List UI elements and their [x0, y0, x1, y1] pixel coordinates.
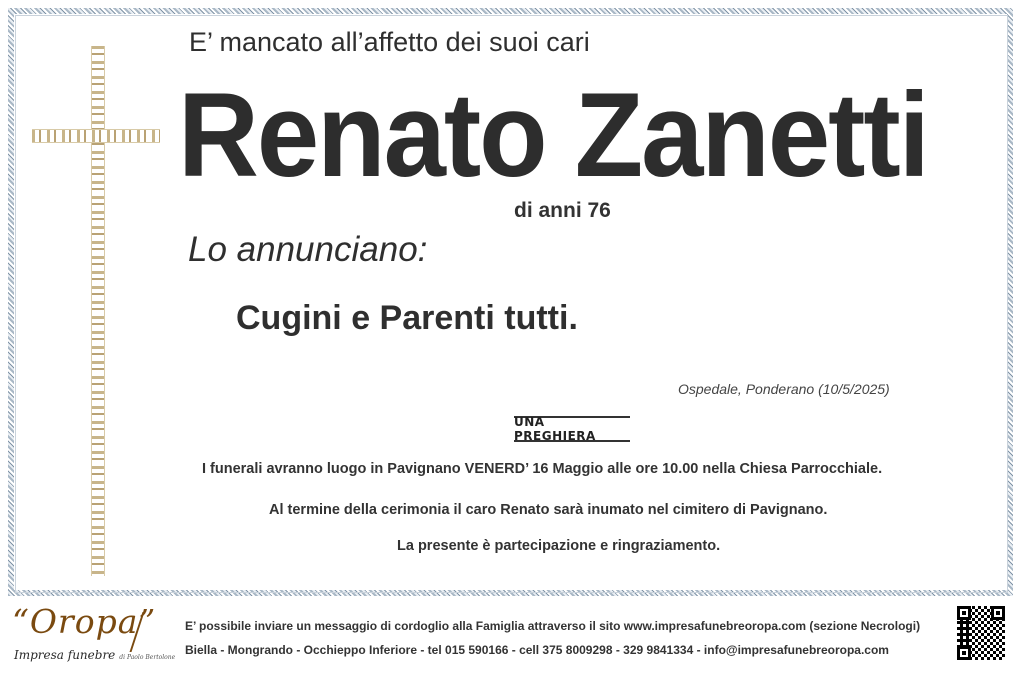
intro-text: E’ mancato all’affetto dei suoi cari	[189, 27, 590, 57]
footer-contacts-line: Biella - Mongrando - Occhieppo Inferiore - tel 015 590166 - cell 375 8009298 - 329 9841334 - info@impresafunebreoropa.com	[185, 643, 889, 657]
qr-corner-top-left	[957, 606, 971, 620]
cross-horizontal-beam	[32, 129, 160, 143]
burial-info: Al termine della cerimonia il caro Renato sarà inumato nel cimitero di Pavignano.	[269, 502, 828, 518]
cross-vertical-beam	[91, 46, 105, 576]
footer-message-line: E’ possibile inviare un messaggio di cordoglio alla Famiglia attraverso il sito www.impresafunebreoropa.com (sezione Necrologi)	[185, 619, 921, 633]
logo-sub-label: Impresa funebre	[14, 648, 116, 662]
qr-code-icon[interactable]	[957, 606, 1005, 660]
deceased-age: di anni 76	[514, 199, 611, 222]
funeral-info: I funerali avranno luogo in Pavignano VENERD’ 16 Maggio alle ore 10.00 nella Chiesa Parrocchiale.	[202, 461, 883, 477]
company-logo	[8, 602, 180, 672]
deceased-name: Renato Zanetti	[178, 68, 928, 202]
thanks-text: La presente è partecipazione e ringraziamento.	[397, 538, 721, 554]
logo-main-text: “Oropa”	[12, 602, 157, 641]
announce-heading: Lo annunciano:	[188, 230, 428, 269]
qr-corner-bottom-left	[957, 646, 971, 660]
prayer-button[interactable]: UNA PREGHIERA	[514, 416, 630, 442]
logo-tiny-text: di Paolo Bertolone	[119, 654, 176, 661]
logo-sub-text	[14, 648, 175, 662]
qr-corner-top-right	[991, 606, 1005, 620]
mourners-text: Cugini e Parenti tutti.	[236, 299, 578, 337]
place-date: Ospedale, Ponderano (10/5/2025)	[678, 381, 890, 397]
